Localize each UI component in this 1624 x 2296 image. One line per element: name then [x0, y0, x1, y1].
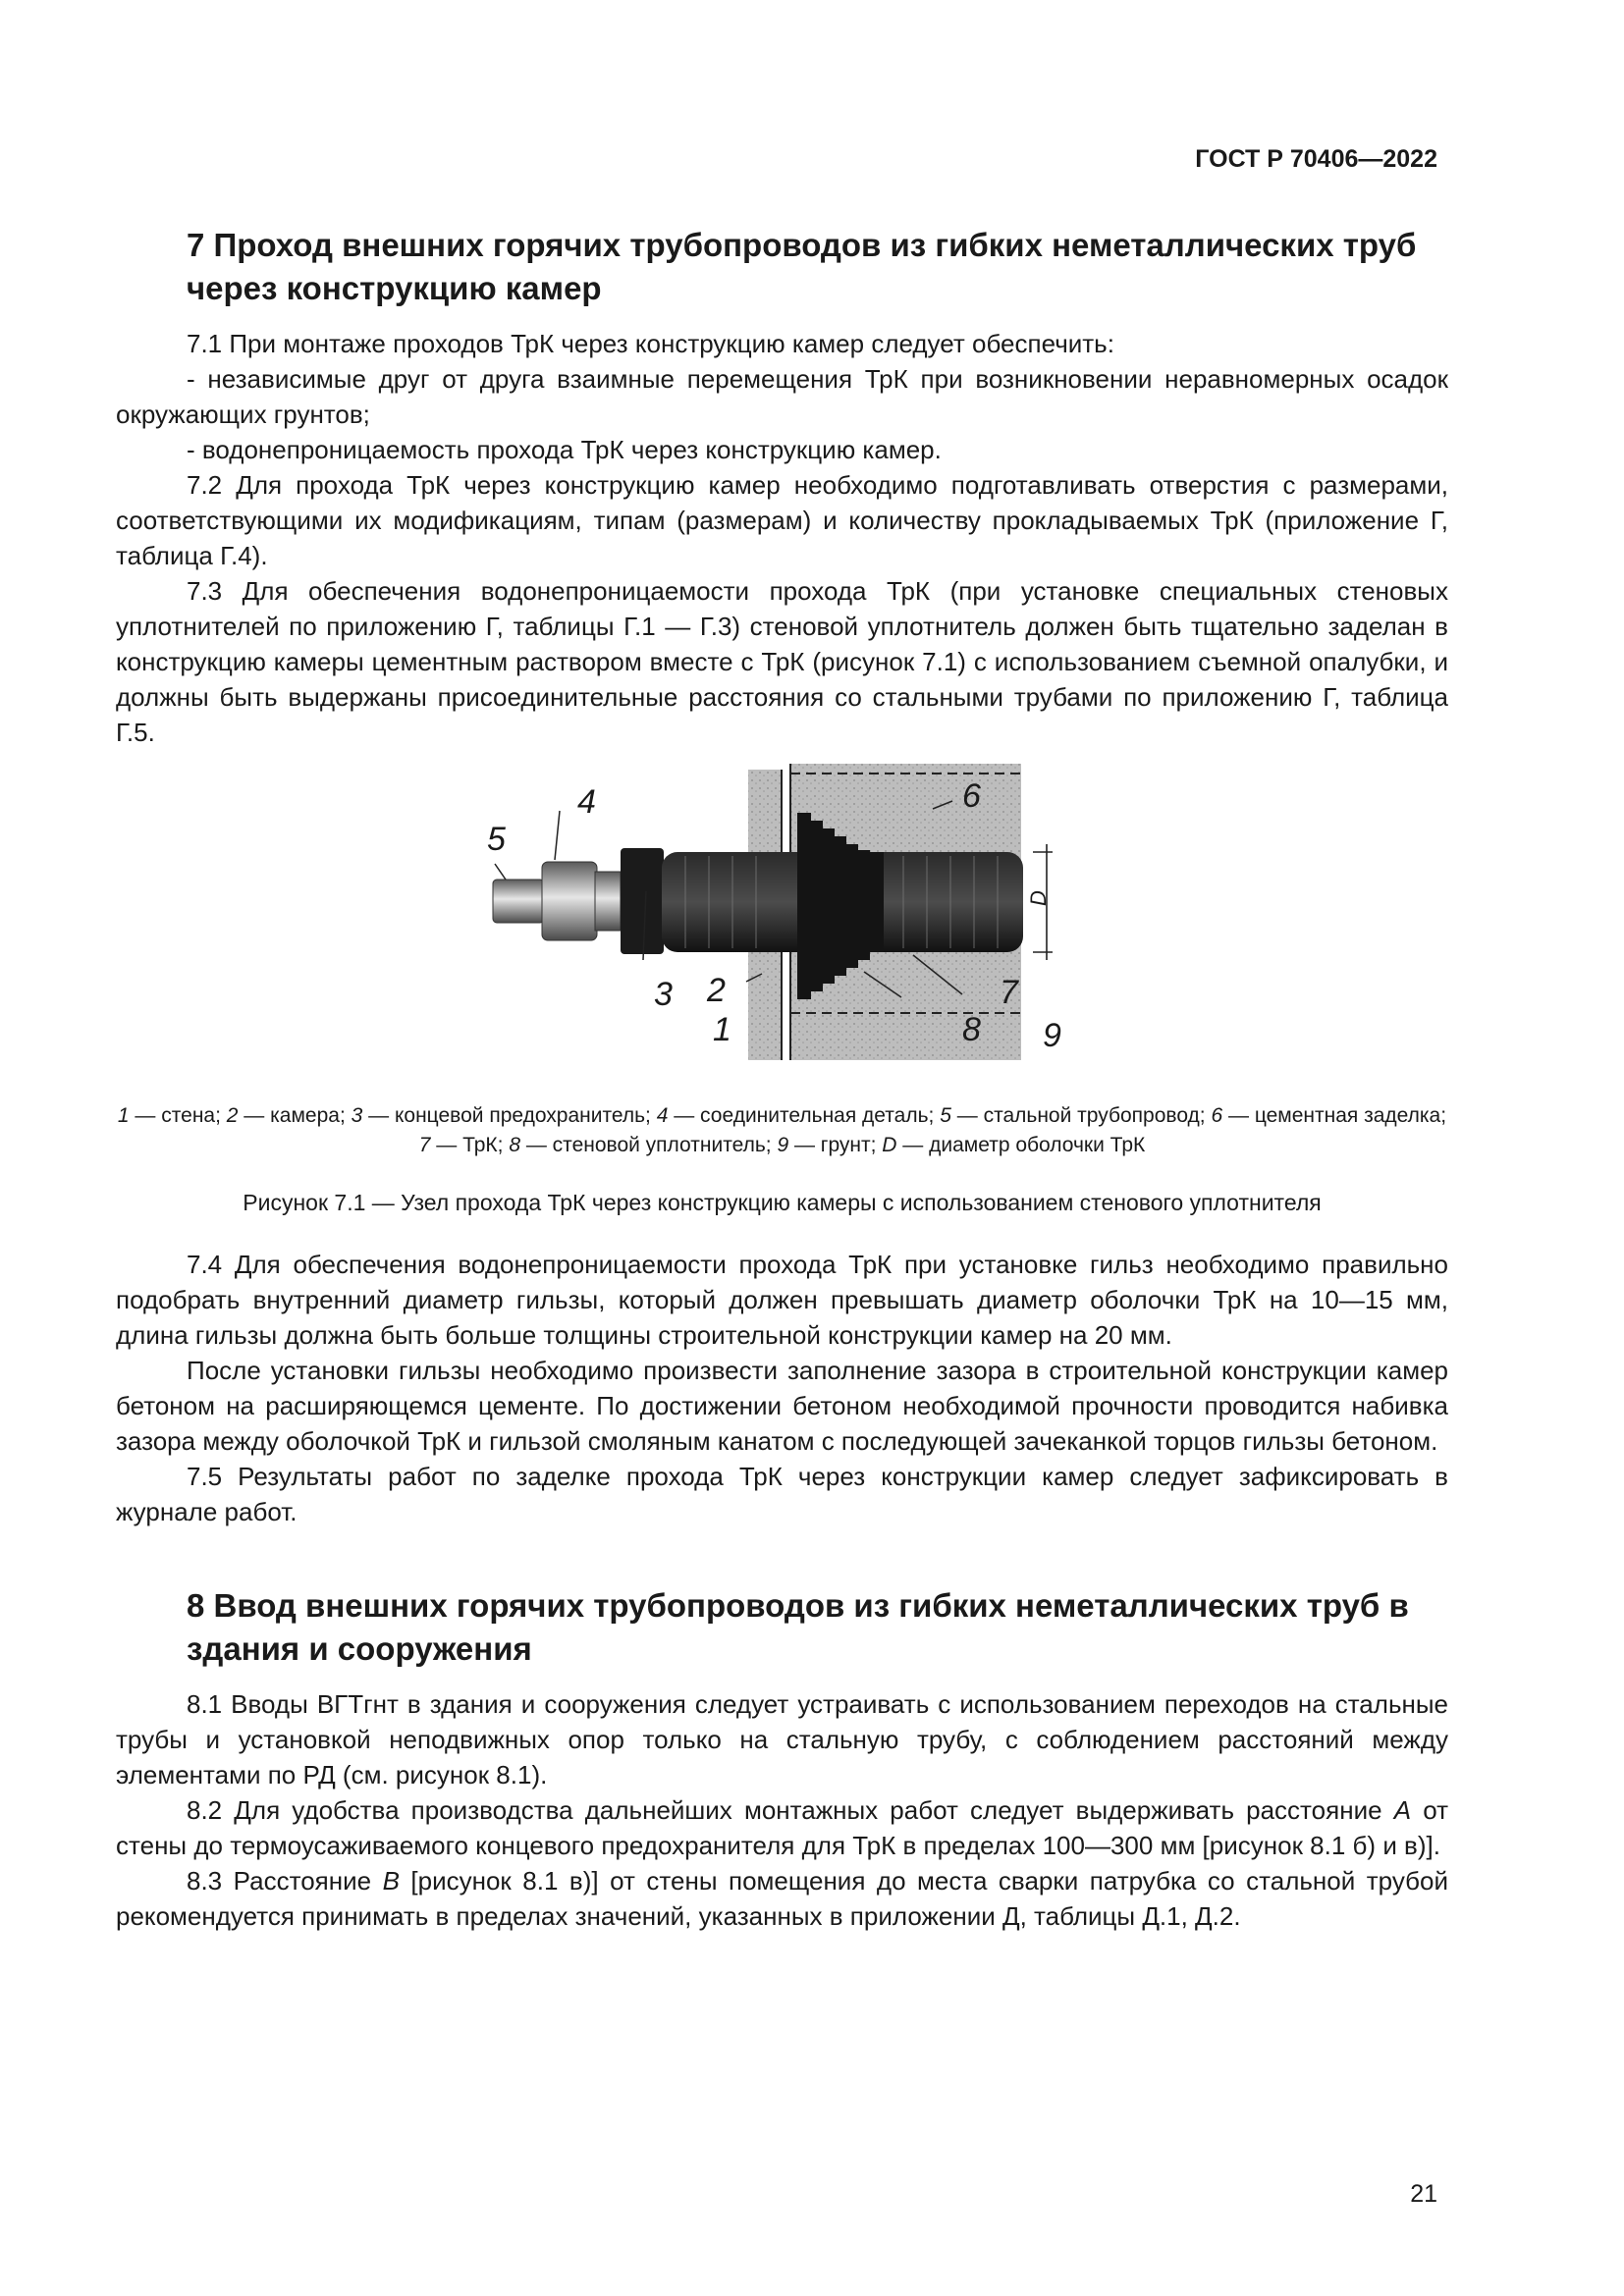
paragraph-7-1-item-a: - независимые друг от друга взаимные перемещения ТрК при возникновении неравномерных осадок окружающих грунтов; [116, 364, 1448, 429]
figure-7-1 [412, 754, 1100, 1068]
connecting-part [542, 862, 597, 940]
page-number: 21 [1410, 2180, 1437, 2208]
paragraph-7-2: 7.2 Для прохода ТрК через конструкцию камер необходимо подготавливать отверстия с размерами, соответствующими их модификациям, типам (размерам) и количеству прокладываемых ТрК (приложение Г, таблица Г.4). [116, 470, 1448, 570]
paragraph-7-5: 7.5 Результаты работ по заделке прохода ТрК через конструкции камер следует зафиксировать в журнале работ. [116, 1462, 1448, 1526]
callout-8: 8 [962, 1011, 981, 1048]
callout-5: 5 [487, 821, 506, 858]
paragraph-7-4-continued: После установки гильзы необходимо произвести заполнение зазора в строительной конструкции камер бетоном на расширяющемся цементе. По достижении бетоном необходимой прочности проводится набивка зазора между оболочкой ТрК и гильзой смоляным канатом с последующей зачеканкой торцов гильзы бетоном. [116, 1356, 1448, 1456]
section-7-body-continued [116, 1247, 1448, 1529]
section-7-heading: 7 Проход внешних горячих трубопроводов из гибких неметаллических труб через конструкцию камер [187, 227, 1417, 306]
callout-1: 1 [713, 1011, 731, 1048]
pipe-passage-drawing [412, 754, 1100, 1068]
section-8-heading: 8 Ввод внешних горячих трубопроводов из гибких неметаллических труб в здания и сооружения [187, 1587, 1409, 1667]
callout-7: 7 [1000, 974, 1018, 1011]
paragraph-7-3: 7.3 Для обеспечения водонепроницаемости прохода ТрК (при установке специальных стеновых уплотнителей по приложению Г, таблицы Г.1 — Г.3) стеновой уплотнитель должен быть тщательно заделан в конструкцию камеры цементным раствором вместе с ТрК (рисунок 7.1) с использованием съемной опалубки, и должны быть выдержаны присоединительные расстояния со стальными трубами по приложению Г, таблица Г.5. [116, 576, 1448, 747]
steel-pipeline [493, 880, 544, 923]
section-8-body [116, 1686, 1448, 1934]
callout-9: 9 [1043, 1017, 1061, 1054]
callout-6: 6 [962, 777, 981, 815]
paragraph-7-1: 7.1 При монтаже проходов ТрК через конструкцию камер следует обеспечить: [187, 329, 1114, 358]
paragraph-7-1-item-b: - водонепроницаемость прохода ТрК через конструкцию камер. [187, 435, 942, 464]
callout-4: 4 [577, 783, 596, 821]
callout-2: 2 [707, 972, 726, 1009]
figure-caption: Рисунок 7.1 — Узел прохода ТрК через конструкцию камеры с использованием стенового уплотнителя [243, 1190, 1322, 1215]
paragraph-8-2: 8.2 Для удобства производства дальнейших монтажных работ следует выдерживать расстояние А от стены до термоусаживаемого концевого предохранителя для ТрК в пределах 100—300 мм [рисунок 8.1 б) и в)]. [116, 1795, 1448, 1860]
callout-3: 3 [654, 976, 673, 1013]
figure-legend: 1 — стена; 2 — камера; 3 — концевой предохранитель; 4 — соединительная деталь; 5 — стальной трубопровод; 6 — цементная заделка; 7 — ТрК; 8 — стеновой уплотнитель; 9 — грунт; D — диаметр оболочки ТрК [117, 1104, 1447, 1156]
paragraph-8-3: 8.3 Расстояние В [рисунок 8.1 в)] от стены помещения до места сварки патрубка со стальной трубой рекомендуется принимать в пределах значений, указанных в приложении Д, таблицы Д.1, Д.2. [116, 1866, 1448, 1931]
paragraph-7-4: 7.4 Для обеспечения водонепроницаемости прохода ТрК при установке гильз необходимо правильно подобрать внутренний диаметр гильзы, который должен превышать диаметр оболочки ТрК на 10—15 мм, длина гильзы должна быть больше толщины строительной конструкции камер на 20 мм. [116, 1250, 1448, 1350]
section-7-body [116, 326, 1448, 750]
end-cap [621, 848, 664, 954]
document-code: ГОСТ Р 70406—2022 [1195, 145, 1437, 173]
paragraph-8-1: 8.1 Вводы ВГТгнт в здания и сооружения следует устраивать с использованием переходов на стальные трубы и установкой неподвижных опор только на стальную трубу, с соблюдением расстояний между элементами по РД (см. рисунок 8.1). [116, 1689, 1448, 1789]
dimension-d-label: D [1025, 890, 1051, 906]
